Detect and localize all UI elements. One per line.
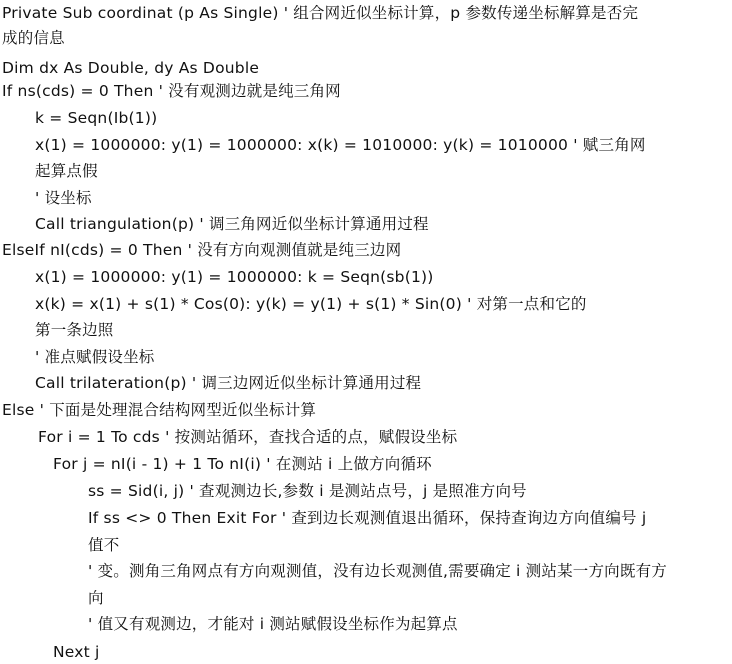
- code-line: 起算点假: [35, 162, 98, 180]
- code-line: If ss <> 0 Then Exit For ' 查到边长观测值退出循环，保持查询边方向值编号 j: [88, 509, 647, 527]
- code-line: k = Seqn(Ib(1)): [35, 109, 158, 127]
- code-line: 成的信息: [2, 29, 65, 47]
- code-line: ' 变。测角三角网点有方向观测值，没有边长观测值,需要确定 i 测站某一方向既有方: [88, 562, 667, 580]
- code-line: For j = nI(i - 1) + 1 To nI(i) ' 在测站 i 上做方向循环: [53, 455, 432, 473]
- code-line: Private Sub coordinat (p As Single) ' 组合网近似坐标计算，p 参数传递坐标解算是否完: [2, 4, 639, 22]
- code-line: ' 值又有观测边，才能对 i 测站赋假设坐标作为起算点: [88, 615, 458, 633]
- code-line: x(1) = 1000000: y(1) = 1000000: k = Seqn(sb(1)): [35, 268, 434, 286]
- code-line: ' 准点赋假设坐标: [35, 348, 155, 366]
- code-line: If ns(cds) = 0 Then ' 没有观测边就是纯三角网: [2, 82, 341, 100]
- code-line: 值不: [88, 536, 120, 554]
- code-line: For i = 1 To cds ' 按测站循环，查找合适的点，赋假设坐标: [38, 428, 458, 446]
- code-line: ss = Sid(i, j) ' 查观测边长,参数 i 是测站点号，j 是照准方向号: [88, 482, 527, 500]
- code-line: Dim dx As Double, dy As Double: [2, 59, 260, 77]
- code-line: ' 设坐标: [35, 189, 92, 207]
- code-line: ElseIf nI(cds) = 0 Then ' 没有方向观测值就是纯三边网: [2, 241, 402, 259]
- code-line: 第一条边照: [35, 321, 114, 339]
- code-line: Next j: [53, 643, 100, 661]
- code-line: Else ' 下面是处理混合结构网型近似坐标计算: [2, 401, 317, 419]
- code-line: Call trilateration(p) ' 调三边网近似坐标计算通用过程: [35, 374, 422, 392]
- code-line: x(k) = x(1) + s(1) * Cos(0): y(k) = y(1) + s(1) * Sin(0) ' 对第一点和它的: [35, 295, 587, 313]
- code-line: Call triangulation(p) ' 调三角网近似坐标计算通用过程: [35, 215, 429, 233]
- code-line: x(1) = 1000000: y(1) = 1000000: x(k) = 1010000: y(k) = 1010000 ' 赋三角网: [35, 136, 646, 154]
- code-line: 向: [88, 589, 104, 607]
